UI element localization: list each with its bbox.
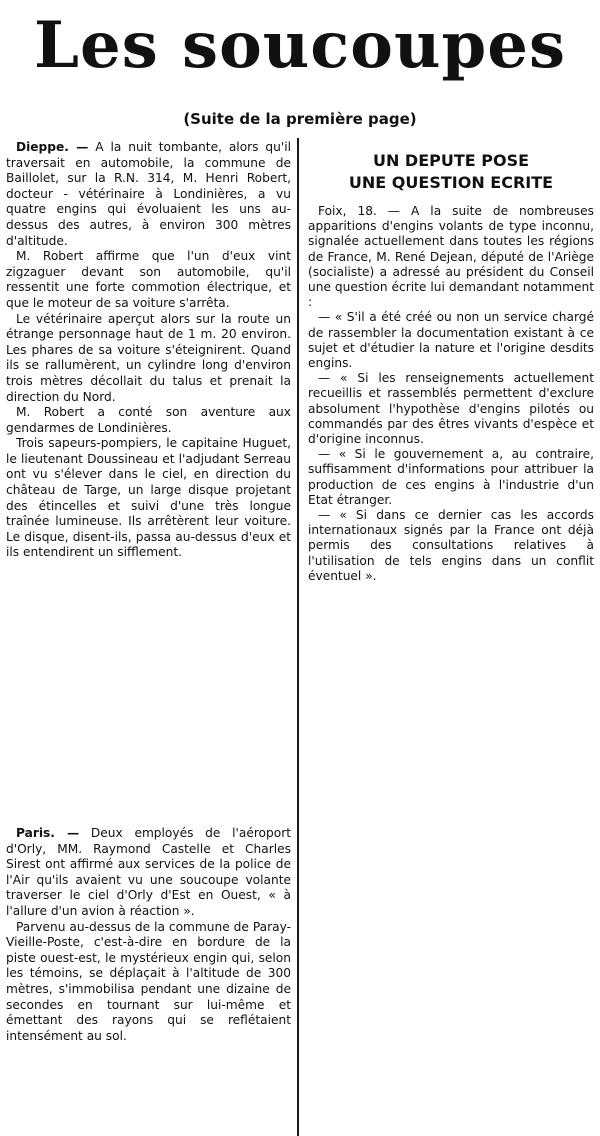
paragraph-text: — « Si les renseignements actuellement recueillis et rassemblés permettent d'exclure absolument l'hypothèse d'engins pilotés ou commandés par des êtres vivants d'espèce et d'origine inconnus. (308, 371, 594, 447)
story-title (308, 150, 594, 194)
paragraph (6, 140, 291, 249)
paragraph-text: M. Robert affirme que l'un d'eux vint zigzaguer devant son automobile, qu'il ressentit une forte commotion électrique, et que le moteur de sa voiture s'arrêta. (6, 249, 291, 310)
paragraph-text: — « Si dans ce dernier cas les accords internationaux signés par la France ont déjà permis des consultations relatives à l'utilisation de tels engins dans un conflit éventuel ». (308, 508, 594, 583)
paragraph (6, 826, 291, 920)
dateline: Paris. — (16, 826, 80, 840)
paragraph (6, 312, 291, 406)
column-divider (297, 138, 299, 1136)
paragraph-text: — « Si le gouvernement a, au contraire, suffisamment d'informations pour attribuer la production de ces engins à l'industrie d'un Etat étranger. (308, 447, 594, 507)
headline: Les soucoupes (34, 8, 566, 83)
paragraph (308, 204, 594, 310)
paragraph (6, 405, 291, 436)
paragraph (308, 371, 594, 447)
paragraph-text: Le vétérinaire aperçut alors sur la route un étrange personnage haut de 1 m. 20 environ. Les phares de sa voiture s'éteignirent. Quand ils se rallumèrent, un cylindre long d'environ trois mètres décollait du talus et prenait la direction du Nord. (6, 311, 291, 404)
paragraph (6, 436, 291, 561)
paragraph-text: Parvenu au-dessus de la commune de Paray-Vieille-Poste, c'est-à-dire en bordure de la piste ouest-est, le mystérieux engin qui, selon les témoins, se déplaçait à l'altitude de 300 mètres, s'immobilisa pendant une dizaine de secondes en tournant sur lui-même et émettant des rayons qui se reflétaient intensément au sol. (6, 919, 291, 1043)
paragraph-text: Trois sapeurs-pompiers, le capitaine Huguet, le lieutenant Doussineau et l'adjudant Serreau ont vu s'élever dans le ciel, en direction du château de Targe, un large disque projetant des étincelles et suivi d'une très longue traînée lumineuse. Ils arrêtèrent leur voiture. Le disque, disent-ils, passa au-dessus d'eux et ils entendirent un sifflement. (6, 436, 291, 560)
paragraph-text: M. Robert a conté son aventure aux gendarmes de Londinières. (6, 405, 291, 435)
paragraph (308, 447, 594, 508)
paragraph-text: — « S'il a été créé ou non un service chargé de rassembler la documentation existant à ce sujet et d'étudier la nature et l'origine desdits engins. (308, 310, 594, 371)
dateline: Foix, 18. — (318, 204, 401, 218)
dateline: Dieppe. — (16, 140, 89, 154)
paragraph (6, 249, 291, 311)
paragraph (308, 310, 594, 371)
story-body (308, 204, 594, 584)
paragraph (308, 508, 594, 584)
paris-story (6, 826, 291, 1044)
subhead: (Suite de la première page) (183, 110, 417, 128)
paragraph-text: Deux employés de l'aéroport d'Orly, MM. Raymond Castelle et Charles Sirest ont affirmé aux services de la police de l'Air qu'ils avaient vu une soucoupe volante traverser le ciel d'Orly d'Est en Ouest, « à l'allure d'un avion à réaction ». (6, 826, 291, 918)
deputy-question-story (308, 150, 594, 584)
paragraph-text: A la nuit tombante, alors qu'il traversait en automobile, la commune de Baillolet, sur la R.N. 314, M. Henri Robert, docteur - vétérinaire à Londinières, a vu quatre engins qui évoluaient les uns au-dessus des autres, à environ 300 mètres d'altitude. (6, 140, 291, 248)
paragraph (6, 920, 291, 1045)
story-title-line: UNE QUESTION ECRITE (348, 173, 554, 192)
story-title-line: UN DEPUTE POSE (372, 151, 530, 170)
paragraph-text: A la suite de nombreuses apparitions d'engins volants de type inconnu, signalée actuellement dans toutes les régions de France, M. René Dejean, député de l'Ariège (socialiste) a adressé au président du Conseil une question écrite lui demandant notamment : (308, 204, 594, 310)
dieppe-story (6, 140, 291, 561)
